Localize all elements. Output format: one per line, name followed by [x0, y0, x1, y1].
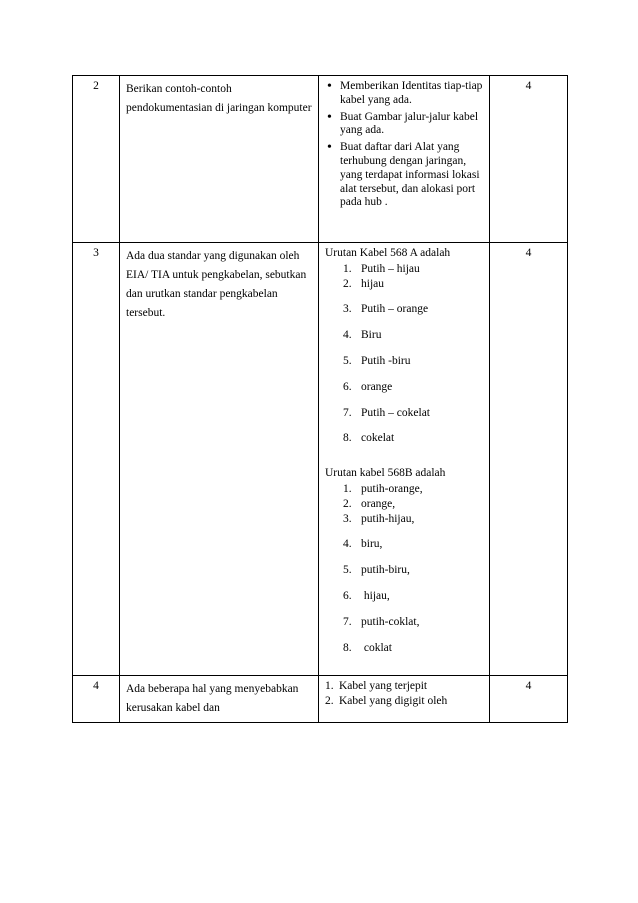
list-item: 4. Biru — [343, 329, 382, 342]
row-number: 3 — [73, 243, 120, 676]
row-number: 4 — [73, 676, 120, 723]
list-item: • Memberikan Identitas tiap-tiap kabel yang ada. — [325, 80, 483, 108]
list-item: • Buat Gambar jalur-jalur kabel yang ada. — [325, 111, 483, 139]
score: 4 — [490, 76, 568, 243]
answer-numbered-list — [325, 680, 483, 709]
list-item: 3. Putih – orange — [343, 303, 429, 316]
list-item: 8. cokelat — [343, 432, 395, 445]
score: 4 — [490, 243, 568, 676]
answer-cell — [319, 76, 490, 243]
list-item: 5. Putih -biru — [343, 354, 411, 367]
row-number: 2 — [73, 76, 120, 243]
list-item: 7. putih-coklat, — [343, 615, 420, 628]
answer-bullet-list — [325, 80, 483, 210]
table-row — [73, 676, 568, 723]
table-row — [73, 243, 568, 676]
list-item: 2. Kabel yang digigit oleh — [325, 694, 448, 707]
answer-cell — [319, 676, 490, 723]
list-item: 8. coklat — [343, 641, 392, 654]
question-text: Ada dua standar yang digunakan oleh EIA/ TIA untuk pengkabelan, sebutkan dan urutkan standar pengkabelan tersebut. — [120, 243, 319, 676]
list-item: 6. orange — [343, 380, 393, 393]
question-text: Berikan contoh-contoh pendokumentasian di jaringan komputer — [120, 76, 319, 243]
spacer — [325, 447, 483, 467]
list-item: • Buat daftar dari Alat yang terhubung dengan jaringan, yang terdapat informasi lokasi alat tersebut, dan alokasi port pada hub . — [325, 141, 483, 210]
list-item: 1. putih-orange, — [343, 482, 423, 495]
list-item: 2. hijau — [343, 277, 384, 290]
question-text: Ada beberapa hal yang menyebabkan kerusakan kabel dan — [120, 676, 319, 723]
list-item: 5. putih-biru, — [343, 564, 410, 577]
cable-order-568b — [325, 483, 483, 655]
list-item: 1. Kabel yang terjepit — [325, 680, 428, 692]
answer-table — [72, 75, 568, 723]
list-item: 6. hijau, — [343, 589, 390, 602]
list-item: 3. putih-hijau, — [343, 512, 415, 525]
answer-cell — [319, 243, 490, 676]
table-row — [73, 76, 568, 243]
list-heading: Urutan Kabel 568 A adalah — [325, 247, 451, 259]
list-item: 2. orange, — [343, 497, 396, 510]
list-item: 4. biru, — [343, 538, 383, 551]
score: 4 — [490, 676, 568, 723]
list-item: 1. Putih – hijau — [343, 262, 420, 275]
cable-order-568a — [325, 263, 483, 446]
list-item: 7. Putih – cokelat — [343, 406, 430, 419]
list-heading: Urutan kabel 568B adalah — [325, 467, 446, 480]
